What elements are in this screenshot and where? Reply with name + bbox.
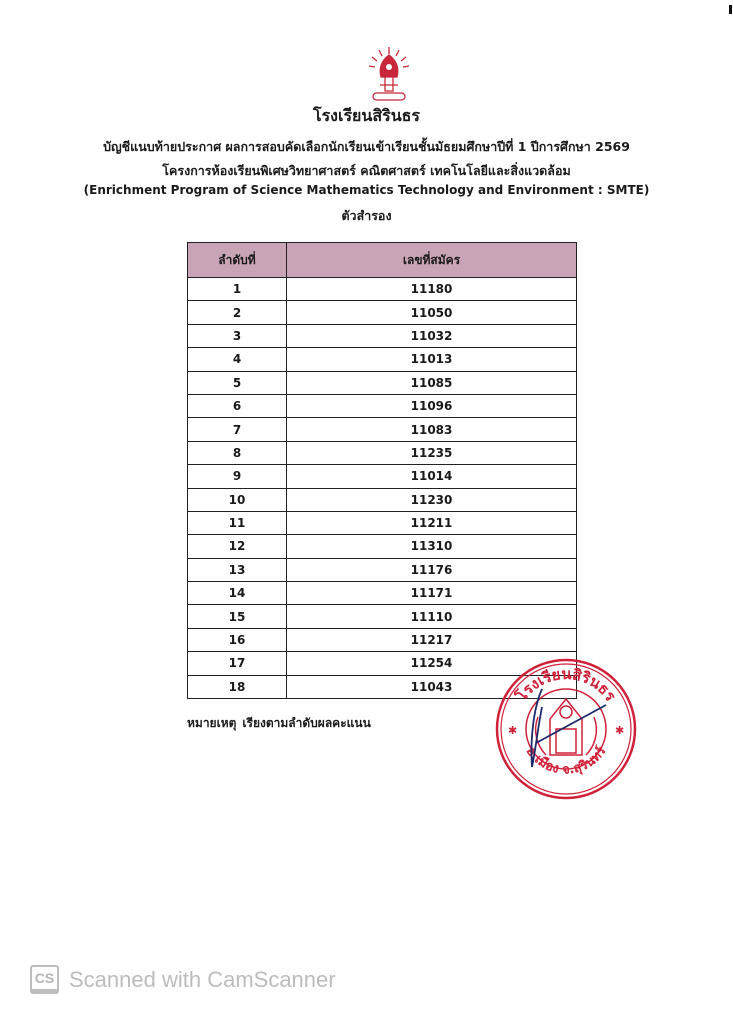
seal-bottom-text: อ.เมือง จ.สุรินทร์: [522, 744, 610, 778]
applicant-no-cell: 11032: [287, 324, 577, 347]
rank-cell: 8: [188, 441, 287, 464]
applicant-no-cell: 11217: [287, 628, 577, 651]
table-row: [188, 465, 577, 488]
table-row: [188, 278, 577, 301]
table-row: [188, 511, 577, 534]
applicant-no-cell: 11211: [287, 511, 577, 534]
rank-cell: 4: [188, 348, 287, 371]
table-row: [188, 348, 577, 371]
table-row: [188, 582, 577, 605]
rank-cell: 9: [188, 465, 287, 488]
camscanner-logo-icon: CS: [30, 965, 59, 994]
applicant-no-cell: 11050: [287, 301, 577, 324]
svg-text:✱: ✱: [615, 724, 625, 737]
table-row: [188, 324, 577, 347]
rank-cell: 5: [188, 371, 287, 394]
rank-cell: 16: [188, 628, 287, 651]
applicant-no-cell: 11176: [287, 558, 577, 581]
table-row: [188, 488, 577, 511]
rank-cell: 10: [188, 488, 287, 511]
table-header-row: [188, 243, 577, 278]
rank-cell: 17: [188, 652, 287, 675]
list-type: ตัวสำรอง: [341, 208, 392, 223]
rank-cell: 3: [188, 324, 287, 347]
rank-cell: 15: [188, 605, 287, 628]
applicant-no-cell: 11180: [287, 278, 577, 301]
announcement-title: บัญชีแนบท้ายประกาศ ผลการสอบคัดเลือกนักเรียนเข้าเรียนชั้นมัธยมศึกษาปีที่ 1 ปีการศึกษา 2569: [103, 139, 630, 154]
camscanner-text: Scanned with CamScanner: [69, 966, 336, 992]
school-emblem-icon: [367, 45, 411, 105]
table-row: [188, 371, 577, 394]
table-row: [188, 628, 577, 651]
applicant-no-cell: 11043: [287, 675, 577, 698]
rank-cell: 13: [188, 558, 287, 581]
camscanner-watermark: [30, 965, 336, 994]
note-label: หมายเหตุ: [187, 716, 237, 730]
applicant-no-cell: 11235: [287, 441, 577, 464]
table-row: [188, 301, 577, 324]
table-row: [188, 535, 577, 558]
scan-corner-mark: [729, 5, 732, 14]
header-applicant-no: เลขที่สมัคร: [287, 243, 577, 278]
rank-cell: 18: [188, 675, 287, 698]
applicant-no-cell: 11254: [287, 652, 577, 675]
rank-cell: 11: [188, 511, 287, 534]
applicant-no-cell: 11014: [287, 465, 577, 488]
applicant-no-cell: 11230: [287, 488, 577, 511]
table-row: [188, 605, 577, 628]
applicant-no-cell: 11083: [287, 418, 577, 441]
table-row: [188, 418, 577, 441]
applicant-no-cell: 11171: [287, 582, 577, 605]
svg-text:✱: ✱: [508, 724, 518, 737]
applicant-no-cell: 11096: [287, 394, 577, 417]
note-text: เรียงตามลำดับผลคะแนน: [242, 716, 371, 730]
applicant-no-cell: 11013: [287, 348, 577, 371]
applicant-no-cell: 11085: [287, 371, 577, 394]
table-row: [188, 558, 577, 581]
applicant-no-cell: 11110: [287, 605, 577, 628]
rank-cell: 12: [188, 535, 287, 558]
rank-cell: 14: [188, 582, 287, 605]
reserve-list-table: [187, 242, 577, 699]
header-rank: ลำดับที่: [188, 243, 287, 278]
note: [187, 714, 377, 733]
rank-cell: 6: [188, 394, 287, 417]
seal-top-text: โรงเรียนสิรินธร: [512, 664, 620, 705]
table-row: [188, 441, 577, 464]
program-name-english: (Enrichment Program of Science Mathematics Technology and Environment : SMTE): [83, 183, 650, 197]
rank-cell: 2: [188, 301, 287, 324]
program-name-thai: โครงการห้องเรียนพิเศษวิทยาศาสตร์ คณิตศาสตร์ เทคโนโลยีและสิ่งแวดล้อม: [162, 163, 571, 178]
applicant-no-cell: 11310: [287, 535, 577, 558]
table-row: [188, 394, 577, 417]
rank-cell: 1: [188, 278, 287, 301]
school-name: โรงเรียนสิรินธร: [312, 106, 421, 125]
official-seal: [494, 657, 638, 801]
rank-cell: 7: [188, 418, 287, 441]
